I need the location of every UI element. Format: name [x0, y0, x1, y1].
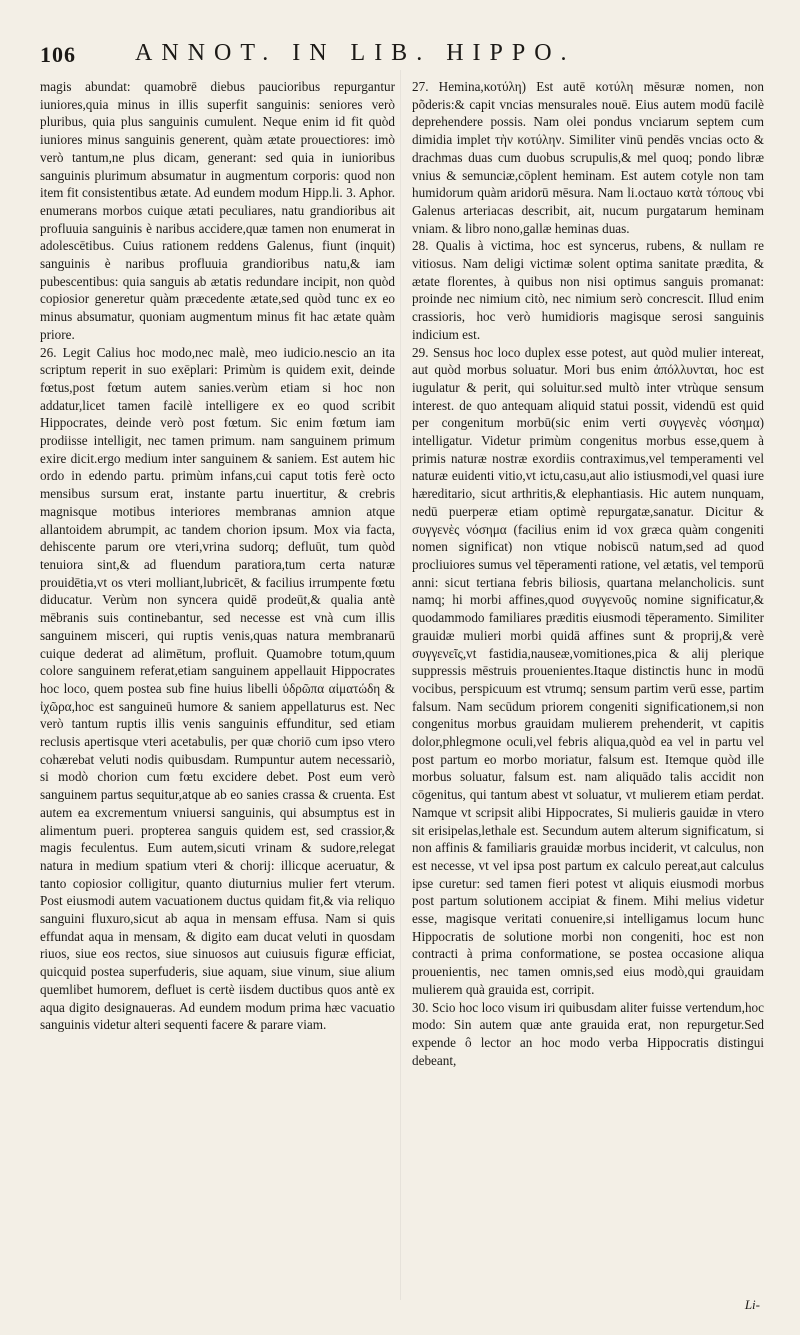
page-number: 106 [40, 42, 76, 67]
paragraph: 29. Sensus hoc loco duplex esse potest, aut quòd mulier intereat, aut quòd morbus soluatur. Mori bus enim ἀπόλλυνται, hoc est iugulatur & perit, qui soluitur.sed multò inter vtrùque sensum interest. de quo antequam aliquid statui possit, videndū est quid per congenitum morbū(sic enim verti συγγενὲς νόσημα) intelligatur. Videtur primùm congenitus morbus esse,quem à primis naturæ nostræ exordiis contraximus,vel temperamenti vel naturæ euidenti vitio,vt ictu,casu,aut alio istiusmodi,vel quasi iure hæreditario, sicut arthritis,& elephantiasis. Hic autem nunquam, nedū puerperæ etiam optimè repurgatæ,sanatur. Dicitur & συγγενὲς νόσημα (facilius enim id vox græca quàm congeniti nomen significat) non vtique nobiscū natum,sed ad quod procliuiores sumus vel tēperamenti ratione, vel ætatis, vel temporū anni: sicut tertiana febris biliosis, quartana melancholicis. sunt namq; hi morbi affines,quod συγγενοῦς nomine significatur,& quodammodo familiares præditis eiusmodi tēperamento. Similiter grauidæ mulieri morbi quidā affines sunt & proprij,& verè συγγενεῖς,vt fastidia,nauseæ,vomitiones,pica & alij plerique suppressis mēstruis prouenientes.Itaque distinctis hunc in modū vocibus, perspicuum est vtrumq; sensum partim verū esse, partim falsum. Nam secūdum priorem congeniti significationem,si non congenitus morbus grauidam mulierem prehenderit, vt capitis dolor,phlegmone oculi,vel febris aliqua,quòd ea vel in partu vel post partum eo morbo moriatur, falsum est. Itemque quòd ille morbus soluatur, falsum est. nam aliquādo talis accidit non cōgenitus, qui tantum abest vt soluatur, vt mulierem etiam perdat. Namque vt scripsit alibi Hippocrates, Si mulieris gauidæ in vtero sit erisipelas,lethale est. Secundum autem alterum significatum, si non affinis & familiaris grauidæ morbus inciderit, vt calculus, non est necesse, vt vel ipsa post partum ex calculo pereat,aut calculus ipse curetur: sed tamen fieri potest vt aliquis eiusmodi morbus post partum solutionem accipiat & finem. Mihi melius videtur esse, magisque veritati conuenire,si intelligamus locum hunc Hippocratis de solutione morbi non congeniti, hoc est non contracti à prima conformatione, se postea occasione aliqua prouenientis, nec tamen omnis,sed eius modò,qui grauidam mulierem quà grauida est, corripit. [412, 344, 764, 997]
column-gutter [400, 70, 401, 1300]
paragraph: 28. Qualis à victima, hoc est syncerus, rubens, & nullam re vitiosus. Nam deligi victimæ solent optima sanitate prædita, & ætate florentes, à quibus non nisi optimus sanguis promanat: proinde nec nimium citò, nec nimium serò concrescit. Illud enim crassioris, hoc verò humidioris magisque serosi sanguinis indicium est. [412, 238, 764, 342]
paragraph: 27. Hemina,κοτύλη) Est autē κοτύλη mēsuræ nomen, non põderis:& capit vncias mensurales nouē. Eius autem modū facilè deprehendere possis. Nam olei pondus vnciarum septem cum dimidia implet τὴν κοτύλην. Similiter vinū pendēs vncias octo & drachmas duas cum duobus scrupulis,& mel quoq; pondo libræ vnius & semunciæ,cōplent heminam. Est autem cotyle non tam humidorum quàm aridorū mēsura. Nam li.octauo κατὰ τόπους vbi Galenus arteriacas describit, ait, nucum purgatarum heminam vniam. & libro nono,gallæ heminas duas. [412, 79, 764, 236]
left-column [40, 78, 395, 1034]
paragraph: 30. Scio hoc loco visum iri quibusdam aliter fuisse vertendum,hoc modo: Sin autem quæ ante grauida erat, non repurgetur.Sed expende ô lector an hoc modo verba Hippocratis distingui debeant, [412, 999, 764, 1068]
running-title: ANNOT. IN LIB. HIPPO. [135, 40, 576, 66]
paragraph: 26. Legit Calius hoc modo,nec malè, meo iudicio.nescio an ita scriptum reperit in suo exēplari: Primùm is quidem exit, deinde fœtus,post fœtum autem sanies.verùm etiam si hoc non addatur,licet tamen facilè intelligere ex eo quod scribit Hippocrates, deinde verò post fœtum. Sic enim fœtum iam prodiisse intelligit, nec tamen primum. nam sanguinem primum exire dicit.ergo medium inter sanguinem & saniem. Est autem hic ordo in edendo partu. primùm infans,cui caput totis ferè octo mensibus sursum erat, instante partu inuertitur, & crebris magnisque motibus interiores membranas amnion atque allantoidem abrumpit, ac tandem chorion ipsum. Mox via facta, dehiscente parum ore vteri,vrina sudorq; defluūt, tum quòd tenuiora sint,& ad fluendum paratiora,tum certa naturæ prouidētia,vt os vteri molliant,lubricēt, & facilius irrumpente fœtu diducatur. Verùm non syncera quidē prodeūt,& qualia antè mēbranis suis continebantur, sed necesse est vnà cum illis sanguinem misceri, qui ruptis venis,quas natura membranarū cuique dederat ad alimētum, profluit. Quamobre totum,quum colore sanguinem referat,etiam sanguinem appellauit Hippocrates hoc loco, quem postea sub fine huius libelli ὑδρῶπα αἱματώδη & ἰχῶρα,hoc est sanguineū humore & saniem appellaturus est. Nec verò tantum ruptis illis venis sanguinis effunditur, sed etiam reclusis apertisque vteri acetabulis, per quæ choriō cum ipso vtero cohærebat veluti nodis quibusdam. Rumpuntur autem necessariò, si modò chorion cum fœtu excidere debet. Post eum verò sanguinem partus sequitur,atque ab eo sanies crassa & cruenta. Est autem ea excrementum vniuersi sanguinis, qui absumptus est in alimentum pueri. propterea sanguis quidem est, sed crassior,& magis feculentus. Eum autem,sicuti vrinam & sudore,relegat natura in medium spatium vteri & chorij: illicque aceruatur, & tanto copiosior colligitur, quanto diuturnius mulier fert vterum. Post eiusmodi autem vacuationem ductus quidam fit,& via reliquo sanguini fluxuro,sicut ab aqua in mensam effusa. Nam si quis effundat aqua in mensam, & digito eam ducat veluti in quosdam riuos, siue eos rectos, siue sinuosos aut cuiusuis figuræ efficiat, quicquid postea superfuderis, siue aquam, siue vinum, siue alium quemlibet humorem, defluet is certè iisdem ductibus quos antè ex aqua digito designaueras. Ad eundem modum prima hæc vacuatio sanguinis videtur alteri sequenti facere & parare viam. [40, 344, 395, 1033]
catchword: Li- [744, 1297, 760, 1312]
paragraph: magis abundat: quamobrē diebus paucioribus repurgantur iuniores,quia minus in illis superfit sanguinis: seniores verò pluribus, quia plus sanguinis cumulent. Neque enim id fit quòd iuniores minus sanguinis generent, quàm ætate prouectiores: imò verò tantum,ne plus dicam, generant: sed quia in iunioribus sanguinis plurimum absumatur in augmentum corporis: quod non item fit consistentibus ætate. Ad eundem modum Hipp.li. 3. Aphor. enumerans morbos cuique ætati peculiares, natu grandioribus ait profluuia sanguinis è naribus accidere,quæ tamen non enumerat in adolescētibus. Cuius rationem reddens Galenus, fiunt (inquit) sanguinis è naribus profluuia grandioribus natu,& iam pubescentibus: quia sanguis ab ætatis redundare incipit, non quòd copiosior generetur quàm præcedente ætate,sed quòd tunc ex eo minus absumatur, quoniam augmentum minus fit hac ætate quàm priore. [40, 79, 395, 342]
right-column [412, 78, 764, 1069]
